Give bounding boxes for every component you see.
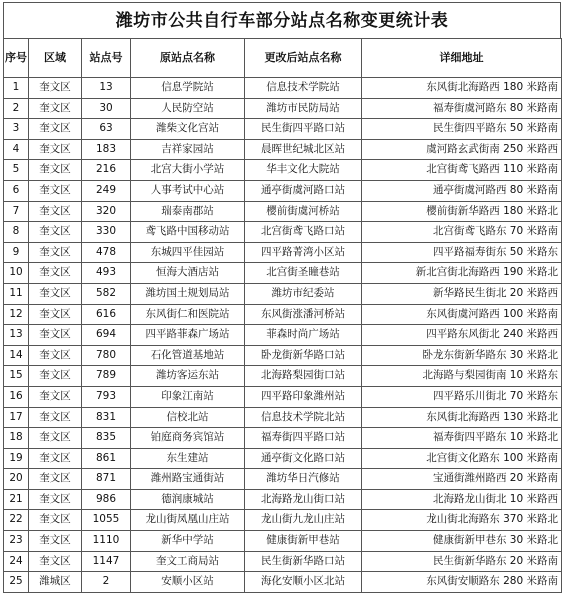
- cell-address: 樱前街新华路西 180 米路北: [362, 201, 562, 222]
- cell-new-name: 菲森时尚广场站: [245, 325, 362, 346]
- cell-station-no: 320: [82, 201, 131, 222]
- cell-old-name: 龙山街凤凰山庄站: [131, 510, 245, 531]
- header-index: 序号: [4, 39, 29, 78]
- table-row: [4, 98, 562, 119]
- cell-district: 奎文区: [29, 325, 82, 346]
- cell-address: 东风街虞河路西 100 米路南: [362, 304, 562, 325]
- cell-district: 奎文区: [29, 428, 82, 449]
- cell-new-name: 通亭街文化路口站: [245, 448, 362, 469]
- cell-address: 民生街四平路东 50 米路南: [362, 119, 562, 140]
- cell-address: 北宫街鸢飞路西 110 米路南: [362, 160, 562, 181]
- cell-new-name: 四平路菁湾小区站: [245, 242, 362, 263]
- cell-index: 5: [4, 160, 29, 181]
- cell-old-name: 潍坊客运东站: [131, 366, 245, 387]
- cell-station-no: 13: [82, 78, 131, 99]
- cell-address: 四平路福寿街东 50 米路东: [362, 242, 562, 263]
- cell-new-name: 北海路龙山街口站: [245, 489, 362, 510]
- cell-district: 奎文区: [29, 180, 82, 201]
- cell-index: 3: [4, 119, 29, 140]
- cell-index: 10: [4, 263, 29, 284]
- cell-station-no: 616: [82, 304, 131, 325]
- cell-station-no: 582: [82, 283, 131, 304]
- cell-district: 奎文区: [29, 201, 82, 222]
- cell-index: 4: [4, 139, 29, 160]
- cell-station-no: 1055: [82, 510, 131, 531]
- cell-district: 奎文区: [29, 263, 82, 284]
- header-old-name: 原站点名称: [131, 39, 245, 78]
- cell-district: 奎文区: [29, 489, 82, 510]
- table-header-row: [4, 39, 562, 78]
- table-row: [4, 489, 562, 510]
- cell-new-name: 海化安顺小区北站: [245, 572, 362, 593]
- cell-old-name: 信息学院站: [131, 78, 245, 99]
- cell-station-no: 789: [82, 366, 131, 387]
- cell-new-name: 潍坊华日汽修站: [245, 469, 362, 490]
- cell-old-name: 铂庭商务宾馆站: [131, 428, 245, 449]
- cell-old-name: 吉祥家园站: [131, 139, 245, 160]
- cell-new-name: 北宫街鸢飞路口站: [245, 222, 362, 243]
- cell-index: 6: [4, 180, 29, 201]
- cell-station-no: 478: [82, 242, 131, 263]
- cell-index: 2: [4, 98, 29, 119]
- cell-new-name: 通亭街虞河路口站: [245, 180, 362, 201]
- cell-district: 奎文区: [29, 119, 82, 140]
- cell-address: 龙山街北海路东 370 米路北: [362, 510, 562, 531]
- cell-station-no: 2: [82, 572, 131, 593]
- cell-old-name: 潍柴文化宫站: [131, 119, 245, 140]
- table-row: [4, 469, 562, 490]
- cell-index: 14: [4, 345, 29, 366]
- table-row: [4, 304, 562, 325]
- header-address: 详细地址: [362, 39, 562, 78]
- cell-address: 新华路民生街北 20 米路西: [362, 283, 562, 304]
- cell-index: 1: [4, 78, 29, 99]
- cell-old-name: 德润康城站: [131, 489, 245, 510]
- cell-address: 四平路东风街北 240 米路西: [362, 325, 562, 346]
- cell-index: 8: [4, 222, 29, 243]
- cell-new-name: 晨晖世纪城北区站: [245, 139, 362, 160]
- cell-station-no: 249: [82, 180, 131, 201]
- cell-new-name: 民生街四平路口站: [245, 119, 362, 140]
- cell-index: 18: [4, 428, 29, 449]
- cell-old-name: 新华中学站: [131, 531, 245, 552]
- cell-address: 东风街安顺路东 280 米路南: [362, 572, 562, 593]
- cell-index: 25: [4, 572, 29, 593]
- table-row: [4, 180, 562, 201]
- table-row: [4, 551, 562, 572]
- cell-station-no: 835: [82, 428, 131, 449]
- cell-station-no: 1147: [82, 551, 131, 572]
- cell-old-name: 潍州路宝通街站: [131, 469, 245, 490]
- cell-district: 奎文区: [29, 510, 82, 531]
- cell-district: 奎文区: [29, 304, 82, 325]
- cell-old-name: 潍坊国土规划局站: [131, 283, 245, 304]
- cell-index: 12: [4, 304, 29, 325]
- cell-station-no: 493: [82, 263, 131, 284]
- cell-district: 奎文区: [29, 345, 82, 366]
- table-row: [4, 263, 562, 284]
- cell-district: 奎文区: [29, 551, 82, 572]
- cell-address: 民生街新华路东 20 米路南: [362, 551, 562, 572]
- cell-station-no: 330: [82, 222, 131, 243]
- cell-station-no: 216: [82, 160, 131, 181]
- cell-new-name: 福寿街四平路口站: [245, 428, 362, 449]
- cell-district: 奎文区: [29, 98, 82, 119]
- cell-new-name: 信息技术学院站: [245, 78, 362, 99]
- cell-index: 11: [4, 283, 29, 304]
- table-row: [4, 78, 562, 99]
- cell-new-name: 华丰文化大院站: [245, 160, 362, 181]
- table-row: [4, 531, 562, 552]
- cell-new-name: 北宫街圣瞳巷站: [245, 263, 362, 284]
- cell-index: 17: [4, 407, 29, 428]
- table-row: [4, 448, 562, 469]
- table-body: [4, 78, 562, 593]
- cell-address: 北海路与梨园街南 10 米路东: [362, 366, 562, 387]
- cell-index: 23: [4, 531, 29, 552]
- cell-index: 16: [4, 386, 29, 407]
- cell-old-name: 东风街仁和医院站: [131, 304, 245, 325]
- table-row: [4, 139, 562, 160]
- cell-new-name: 卧龙街新华路口站: [245, 345, 362, 366]
- cell-index: 24: [4, 551, 29, 572]
- cell-district: 潍城区: [29, 572, 82, 593]
- cell-district: 奎文区: [29, 222, 82, 243]
- table-row: [4, 345, 562, 366]
- cell-old-name: 人事考试中心站: [131, 180, 245, 201]
- cell-station-no: 694: [82, 325, 131, 346]
- table-row: [4, 386, 562, 407]
- cell-index: 19: [4, 448, 29, 469]
- table-row: [4, 119, 562, 140]
- cell-district: 奎文区: [29, 531, 82, 552]
- header-district: 区域: [29, 39, 82, 78]
- cell-station-no: 30: [82, 98, 131, 119]
- table-row: [4, 510, 562, 531]
- cell-index: 20: [4, 469, 29, 490]
- cell-address: 通亭街虞河路西 80 米路南: [362, 180, 562, 201]
- cell-old-name: 四平路菲森广场站: [131, 325, 245, 346]
- table-row: [4, 160, 562, 181]
- cell-district: 奎文区: [29, 366, 82, 387]
- cell-address: 福寿街虞河路东 80 米路南: [362, 98, 562, 119]
- cell-district: 奎文区: [29, 469, 82, 490]
- cell-old-name: 人民防空站: [131, 98, 245, 119]
- cell-address: 四平路乐川街北 70 米路东: [362, 386, 562, 407]
- cell-station-no: 861: [82, 448, 131, 469]
- cell-district: 奎文区: [29, 386, 82, 407]
- table-row: [4, 242, 562, 263]
- statistics-sheet: [3, 2, 561, 588]
- cell-address: 健康街新甲巷东 30 米路北: [362, 531, 562, 552]
- header-new-name: 更改后站点名称: [245, 39, 362, 78]
- cell-old-name: 印象江南站: [131, 386, 245, 407]
- cell-index: 13: [4, 325, 29, 346]
- cell-new-name: 信息技术学院北站: [245, 407, 362, 428]
- cell-new-name: 樱前街虞河桥站: [245, 201, 362, 222]
- cell-address: 东风街北海路西 180 米路南: [362, 78, 562, 99]
- cell-new-name: 北海路梨园街口站: [245, 366, 362, 387]
- cell-address: 卧龙东街新华路东 30 米路北: [362, 345, 562, 366]
- table-row: [4, 407, 562, 428]
- table-row: [4, 201, 562, 222]
- table-row: [4, 572, 562, 593]
- cell-district: 奎文区: [29, 139, 82, 160]
- cell-old-name: 北宫大街小学站: [131, 160, 245, 181]
- cell-old-name: 鸢飞路中国移动站: [131, 222, 245, 243]
- table-row: [4, 283, 562, 304]
- cell-old-name: 信校北站: [131, 407, 245, 428]
- table-row: [4, 222, 562, 243]
- cell-district: 奎文区: [29, 160, 82, 181]
- cell-old-name: 安顺小区站: [131, 572, 245, 593]
- cell-address: 东风街北海路西 130 米路北: [362, 407, 562, 428]
- cell-station-no: 986: [82, 489, 131, 510]
- cell-district: 奎文区: [29, 242, 82, 263]
- cell-address: 北宫街文化路东 100 米路南: [362, 448, 562, 469]
- cell-index: 15: [4, 366, 29, 387]
- cell-new-name: 龙山街九龙山庄站: [245, 510, 362, 531]
- cell-station-no: 780: [82, 345, 131, 366]
- header-station-no: 站点号: [82, 39, 131, 78]
- cell-old-name: 东生建站: [131, 448, 245, 469]
- cell-old-name: 恒海大酒店站: [131, 263, 245, 284]
- station-change-table: [3, 38, 562, 593]
- cell-district: 奎文区: [29, 283, 82, 304]
- cell-station-no: 1110: [82, 531, 131, 552]
- cell-new-name: 四平路印象潍州站: [245, 386, 362, 407]
- cell-station-no: 871: [82, 469, 131, 490]
- cell-index: 21: [4, 489, 29, 510]
- table-row: [4, 428, 562, 449]
- cell-district: 奎文区: [29, 448, 82, 469]
- cell-index: 22: [4, 510, 29, 531]
- cell-index: 7: [4, 201, 29, 222]
- cell-address: 宝通街潍州路西 20 米路南: [362, 469, 562, 490]
- cell-new-name: 潍坊市纪委站: [245, 283, 362, 304]
- cell-station-no: 831: [82, 407, 131, 428]
- cell-address: 北宫街鸢飞路东 70 米路南: [362, 222, 562, 243]
- cell-district: 奎文区: [29, 407, 82, 428]
- table-title: 潍坊市公共自行车部分站点名称变更统计表: [3, 2, 561, 38]
- cell-old-name: 东城四平佳园站: [131, 242, 245, 263]
- cell-old-name: 奎文工商局站: [131, 551, 245, 572]
- cell-new-name: 健康街新甲巷站: [245, 531, 362, 552]
- cell-address: 福寿街四平路东 10 米路北: [362, 428, 562, 449]
- cell-station-no: 793: [82, 386, 131, 407]
- cell-index: 9: [4, 242, 29, 263]
- cell-new-name: 东风街涨潘河桥站: [245, 304, 362, 325]
- cell-new-name: 民生街新华路口站: [245, 551, 362, 572]
- cell-station-no: 183: [82, 139, 131, 160]
- cell-address: 虞河路玄武街南 250 米路西: [362, 139, 562, 160]
- cell-address: 北海路龙山街北 10 米路西: [362, 489, 562, 510]
- table-row: [4, 325, 562, 346]
- cell-district: 奎文区: [29, 78, 82, 99]
- cell-old-name: 石化管道基地站: [131, 345, 245, 366]
- cell-station-no: 63: [82, 119, 131, 140]
- cell-address: 新北宫街北海路西 190 米路北: [362, 263, 562, 284]
- cell-new-name: 潍坊市民防局站: [245, 98, 362, 119]
- table-row: [4, 366, 562, 387]
- cell-old-name: 瑞泰南郡站: [131, 201, 245, 222]
